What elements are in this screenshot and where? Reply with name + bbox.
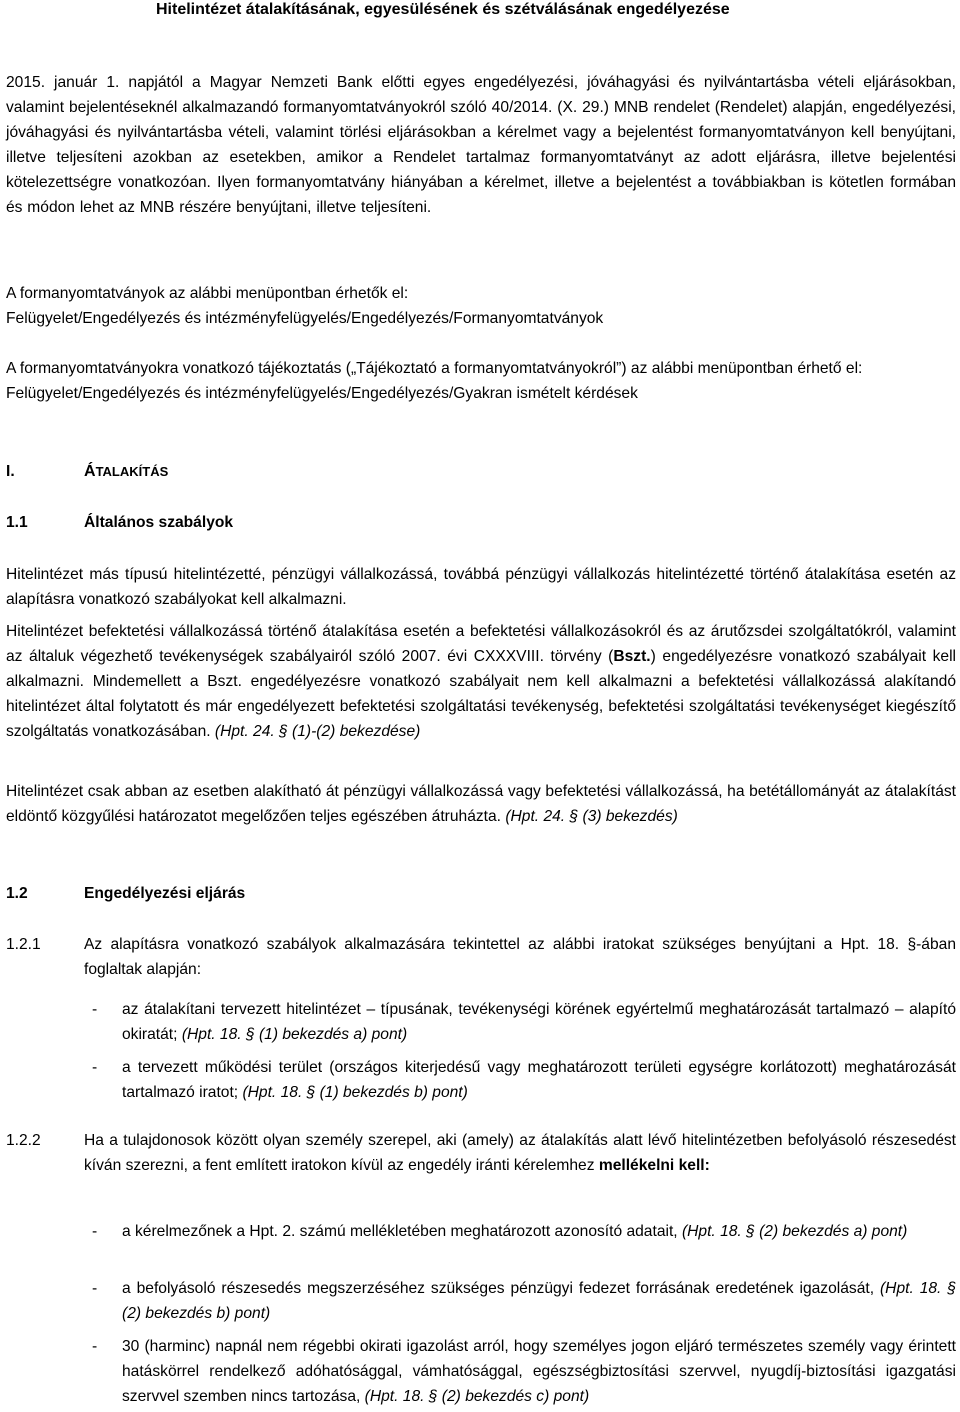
paragraph-1-1-a (6, 562, 956, 612)
rule-text-b: ) engedélyezésre vonatkozó szabályait kell alkalmazni. Mindemellett a Bszt. engedélyezésre vonatkozó szabályait nem kell alkalmazni a befektetési vállalkozássá alakítandó hitelintézet által folytatott és már engedélyezett befektetési szolgáltatási tevékenység, befektetési szolgáltatási tevékenységet kiegészítő szolgáltatás vonatkozásában. (6, 648, 957, 740)
rule-reference: (Hpt. 24. § (1)-(2) bekezdése) (214, 723, 421, 740)
rule-text-a: Hitelintézet befektetési vállalkozássá történő átalakítása esetén a befektetési vállalkozásokról és az árutőzsdei szolgáltatókról, valamint az általuk végezhető tevékenységek szabályairól szóló 2007. évi CXXXVIII. törvény ( (6, 623, 956, 665)
bullet-text: a kérelmezőnek a Hpt. 2. számú mellékletében meghatározott azonosító adatait, (Hpt. 18. § (2) bekezdés a) pont) (122, 1223, 908, 1240)
bullet-dash: - (92, 1223, 98, 1240)
conversion-rule-text: Hitelintézet más típusú hitelintézetté, pénzügyi vállalkozássá, továbbá pénzügyi vállalkozás hitelintézetté történő átalakítása esetén az alapításra vonatkozó szabályokat kell alkalmazni. (6, 566, 956, 608)
forms-menu-path: Felügyelet/Engedélyezés és intézményfelügyelés/Engedélyezés/Formanyomtatványok (6, 310, 604, 327)
item-text: Ha a tulajdonosok között olyan személy szerepel, aki (amely) az átalakítás alatt lévő hitelintézetben befolyásoló részesedést kíván szerezni, a fent említett iratokon kívül az engedély iránti kérelemhez mellékelni kell: (84, 1132, 956, 1174)
bullet-text: 30 (harminc) napnál nem régebbi okirati igazolást arról, hogy személyes jogon eljáró természetes személy vagy érintett hatáskörrel rendelkező adóhatósággal, vámhatósággal, egészségbiztosítási szervvel, nyugdíj-biztosítási igazgatási szervvel szemben nincs tartozása, (Hpt. 18. § (2) bekezdés c) pont) (122, 1338, 956, 1405)
subsection-title: Engedélyezési eljárás (84, 885, 246, 902)
bullet-reference: (Hpt. 18. § (2) bekezdés c) pont) (364, 1388, 590, 1405)
intro-text: 2015. január 1. napjától a Magyar Nemzeti Bank előtti egyes engedélyezési, jóváhagyási és nyilvántartásba vételi eljárásokban, valamint bejelentéseknél alkalmazandó formanyomtatványokról szóló 40/2014. (X. 29.) MNB rendelet (Rendelet) alapján, engedélyezési, jóváhagyási és nyilvántartásba vételi, valamint törlési eljárásokban a kérelmet vagy a bejelentést formanyomtatványon kell benyújtani, illetve teljesíteni azokban az esetekben, amikor a Rendelet tartalmaz formanyomtatványt az adott eljárásra, illetve bejelentési kötelezettségre vonatkozóan. Ilyen formanyomtatvány hiányában a kérelmet, illetve a bejelentést a továbbiakban is kötetlen formában és módon lehet az MNB részére benyújtani, illetve teljesíteni. (6, 74, 956, 216)
paragraph-1-1-c (6, 779, 956, 829)
intro-paragraph-3 (6, 356, 956, 406)
investment-firm-rule (6, 619, 956, 744)
paragraph-1-1-b (6, 619, 956, 744)
bullet-reference: (Hpt. 18. § (2) bekezdés a) pont) (681, 1223, 908, 1240)
deposit-transfer-rule (6, 779, 956, 829)
deposit-rule-reference: (Hpt. 24. § (3) bekezdés) (505, 808, 678, 825)
section-number: I. (6, 463, 15, 480)
bszt-abbrev: Bszt. (613, 648, 651, 665)
section-title (84, 459, 956, 484)
faq-menu-path: Felügyelet/Engedélyezés és intézményfelügyelés/Engedélyezés/Gyakran ismételt kérdések (6, 385, 638, 402)
attach-required: mellékelni kell: (598, 1157, 710, 1174)
subsection-number: 1.2 (6, 885, 28, 902)
bullet-reference: (Hpt. 18. § (1) bekezdés b) pont) (242, 1084, 468, 1101)
section-title-initial: Á (84, 463, 96, 480)
bullet-text: a tervezett működési terület (országos kiterjedésű vagy meghatározott területi egységre korlátozott) meghatározását tartalmazó iratot; (Hpt. 18. § (1) bekezdés b) pont) (122, 1059, 956, 1101)
intro-paragraph-1 (6, 70, 956, 220)
item-text: Az alapításra vonatkozó szabályok alkalmazására tekintettel az alábbi iratokat szükséges benyújtani a Hpt. 18. §-ában foglaltak alapján: (84, 936, 956, 978)
bullet-text: az átalakítani tervezett hitelintézet – típusának, tevékenységi körének egyértelmű meghatározását tartalmazó – alapító okiratát; (Hpt. 18. § (1) bekezdés a) pont) (122, 1001, 956, 1043)
deposit-rule-text: Hitelintézet csak abban az esetben alakítható át pénzügyi vállalkozássá vagy befektetési vállalkozássá, ha betétállományát az átalakítást eldöntő közgyűlési határozatot megelőzően teljes egészében átruházta. (6, 783, 956, 825)
bullet-reference: (Hpt. 18. § (1) bekezdés a) pont) (181, 1026, 408, 1043)
item-number: 1.2.1 (6, 936, 41, 953)
subsection-number: 1.1 (6, 514, 28, 531)
bullet-dash: - (92, 1338, 98, 1355)
section-title-rest: TALAKÍTÁS (95, 464, 169, 479)
bullet-dash: - (92, 1001, 98, 1018)
intro-paragraph-2 (6, 281, 956, 331)
bullet-text: a befolyásoló részesedés megszerzéséhez szükséges pénzügyi fedezet forrásának eredetének igazolását, (Hpt. 18. § (2) bekezdés b) pont) (122, 1280, 956, 1322)
document-title: Hitelintézet átalakításának, egyesülésének és szétválásának engedélyezése (156, 1, 730, 18)
item-number: 1.2.2 (6, 1132, 41, 1149)
info-menu-intro: A formanyomtatványokra vonatkozó tájékoztatás („Tájékoztató a formanyomtatványokról”) az alábbi menüpontban érhető el: (6, 360, 863, 377)
forms-menu-intro: A formanyomtatványok az alábbi menüpontban érhetők el: (6, 285, 409, 302)
bullet-dash: - (92, 1059, 98, 1076)
bullet-dash: - (92, 1280, 98, 1297)
bullet-reference: (Hpt. 18. § (2) bekezdés b) pont) (122, 1280, 956, 1322)
subsection-title: Általános szabályok (84, 514, 234, 531)
